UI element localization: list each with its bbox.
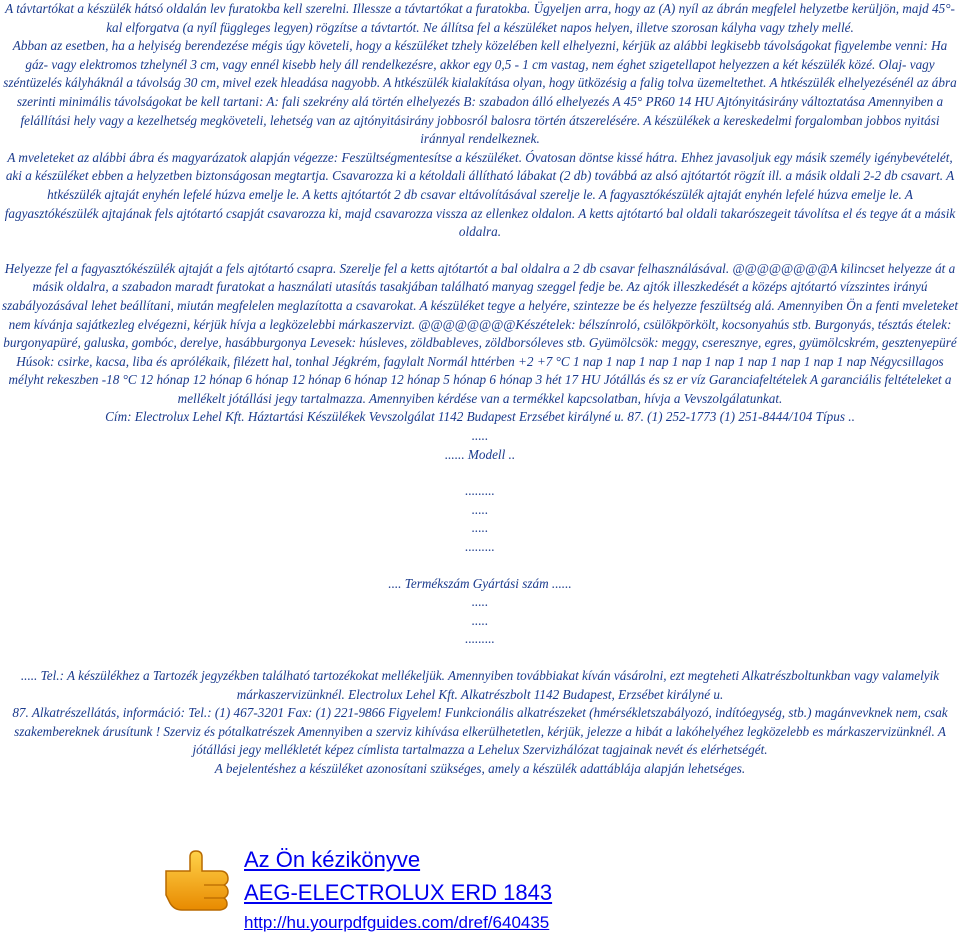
product-number-line: .... Termékszám Gyártási szám ......	[388, 575, 572, 591]
dots-line: .....	[471, 594, 489, 610]
manual-url-link[interactable]: http://hu.yourpdfguides.com/dref/640435	[244, 913, 550, 932]
address-line: Cím: Electrolux Lehel Kft. Háztartási Készülékek Vevszolgálat 1142 Budapest Erzsébet királyné u. 87. (1) 252-1773 (1) 251-8444/104 Típus ..	[105, 409, 855, 425]
paragraph-identification: A bejelentéshez a készüléket azonosítani szükséges, amely a készülék adattáblája alapján lehetséges.	[214, 760, 746, 776]
manual-title-link[interactable]: Az Ön kézikönyve	[244, 847, 421, 872]
dots-line: .....	[471, 501, 489, 517]
manual-link-block	[160, 843, 860, 939]
paragraph-stove-distance: Abban az esetben, ha a helyiség berendezése mégis úgy követeli, hogy a készüléket tzhely közelében kell elhelyezni, kérjük az alábbi legkisebb távolságokat figyelembe venni: Ha gáz- vagy elektromos tzhelynél 3 cm, vagy ennél kisebb hely áll rendelkezésre, akkor egy 0,5 - 1 cm vastag, nem éghet szigetellapot helyezzen a két készülék közé. Olaj- vagy széntüzelés kályháknál a távolság 30 cm, mivel ezek hleadása nagyobb. A htkészülék kialakítása olyan, hogy ütközésig a falig tolva üzemeltethet. A htkészülék elhelyezésénél az ábra szerinti minimális távolságokat be kell tartani: A: fali szekrény alá történ elhelyezés B: szabadon álló elhelyezés A 45° PR60 14 HU Ajtónyitásirány változtatása Amennyiben a felállítási hely vagy a kezelhetség megköveteli, lehetség van az ajtónyitásirány jobbosról balosra történ átszerelésére. A készülékek a kereskedelmi forgalomban jobbos nyitási iránnyal rendelkeznek.	[3, 38, 957, 147]
dots-line: .........	[465, 631, 495, 647]
manual-links	[244, 845, 552, 935]
dots-line: .....	[471, 520, 489, 536]
paragraph-door-mounting: Helyezze fel a fagyasztókészülék ajtaját a fels ajtótartó csapra. Szerelje fel a ketts ajtótartót a bal oldalra a 2 db csavar felhasználásával. @@@@@@@@A kilincset helyezze át a másik oldalra, a szabadon maradt furatokat a használati utasítás tasakjában található manyag szeggel fedje be. Az ajtók illeszkedését a középs ajtótartó vízszintes irányú szabályozásával lehet beállítani, miután megfelelen meglazította a csavarokat. A készüléket tegye a helyére, szintezze be és helyezze feszültség alá. Amennyiben Ön a fenti mveleteket nem kívánja sajátkezleg elvégezni, kérjük hívja a legközelebbi márkaszervizt. @@@@@@@@Készételek: bélszínroló, csülökpörkölt, kocsonyahús stb. Burgonyás, tésztás ételek: burgonyapüré, galuska, gombóc, derelye, hasábburgonya Levesek: húsleves, zöldbableves, zöldborsóleves stb. Gyümölcsök: meggy, cseresznye, egres, gyümölcskrém, gesztenyepüré Húsok: csirke, kacsa, liba és aprólékaik, filézett hal, tonhal Jégkrém, fagylalt Normál httérben +2 +7 °C 1 nap 1 nap 1 nap 1 nap 1 nap 1 nap 1 nap 1 nap 1 nap Négycsillagos mélyht rekeszben -18 °C 12 hónap 12 hónap 6 hónap 12 hónap 6 hónap 12 hónap 5 hónap 6 hónap 3 hét 17 HU Jótállás és sz er víz Garanciafeltételek A garanciális feltételeket a mellékelt jótállási jegy tartalmazza. Amennyiben kérdése van a termékkel kapcsolatban, hívja a Vevszolgálatunkat.	[2, 260, 958, 406]
pointing-hand-icon	[160, 843, 234, 917]
product-model-link[interactable]: AEG-ELECTROLUX ERD 1843	[244, 880, 553, 905]
dots-line: .....	[471, 428, 489, 444]
paragraph-door-reversal-steps: A mveleteket az alábbi ábra és magyarázatok alapján végezze: Feszültségmentesítse a készüléket. Óvatosan döntse kissé hátra. Ehhez javasoljuk egy másik személy igénybevételét, aki a készüléket ebben a helyzetben biztonságosan megtartja. Csavarozza ki a kétoldali állítható lábakat (2 db) továbbá az alsó ajtótartót rögzít ill. a másik oldali 2-2 db csavart. A htkészülék ajtaját enyhén lefelé húzva emelje le. A ketts ajtótartót 2 db csavar eltávolításával szerelje le. A fagyasztókészülék ajtaját enyhén lefelé húzva emelje le. A fagyasztókészülék ajtajának fels ajtótartó csapját csavarozza ki, majd csavarozza vissza az ellenkez oldalon. A ketts ajtótartó bal oldali takarószegeit távolítsa el és tegye át a másik oldalra.	[4, 149, 956, 240]
model-line: ...... Modell ..	[444, 446, 516, 462]
paragraph-accessories: ..... Tel.: A készülékhez a Tartozék jegyzékben található tartozékokat mellékeljük. Amennyiben továbbiakat kíván vásárolni, ezt megteheti Alkatrészboltunkban vagy valamelyik márkaszervizünknél. Electrolux Lehel Kft. Alkatrészbolt 1142 Budapest, Erzsébet királyné u.	[20, 668, 940, 702]
dots-line: .........	[465, 539, 495, 555]
paragraph-distance-holders: A távtartókat a készülék hátsó oldalán lev furatokba kell szerelni. Illessze a távtartókat a furatokba. Ügyeljen arra, hogy az (A) nyíl az ábrán megfelel helyzetbe kerüljön, majd 45°-kal elforgatva (a nyíl függleges legyen) rögzítse a távtartót. Ne állítsa fel a készüléket napos helyen, illetve szorosan kályha vagy tzhely mellé.	[5, 1, 955, 35]
spacer	[0, 557, 960, 575]
dots-line: .....	[471, 612, 489, 628]
dots-line: .........	[465, 483, 495, 499]
spacer	[0, 649, 960, 667]
spacer	[0, 464, 960, 482]
paragraph-spare-parts: 87. Alkatrészellátás, információ: Tel.: (1) 467-3201 Fax: (1) 221-9866 Figyelem! Funkcionális alkatrészeket (hmérsékletszabályozó, indítóegység, stb.) magánvevknek nem, csak szakembereknek árusítunk ! Szerviz és pótalkatrészek Amennyiben a szerviz kihívása elkerülhetetlen, kérjük, jelezze a hibát a lakóhelyéhez legközelebb es márkaszervizünknél. A jótállási jegy mellékletét képez címlista tartalmazza a Lehelux Szervizhálózat tagjainak nevét és elérhetségét.	[12, 705, 948, 758]
spacer	[0, 242, 960, 260]
